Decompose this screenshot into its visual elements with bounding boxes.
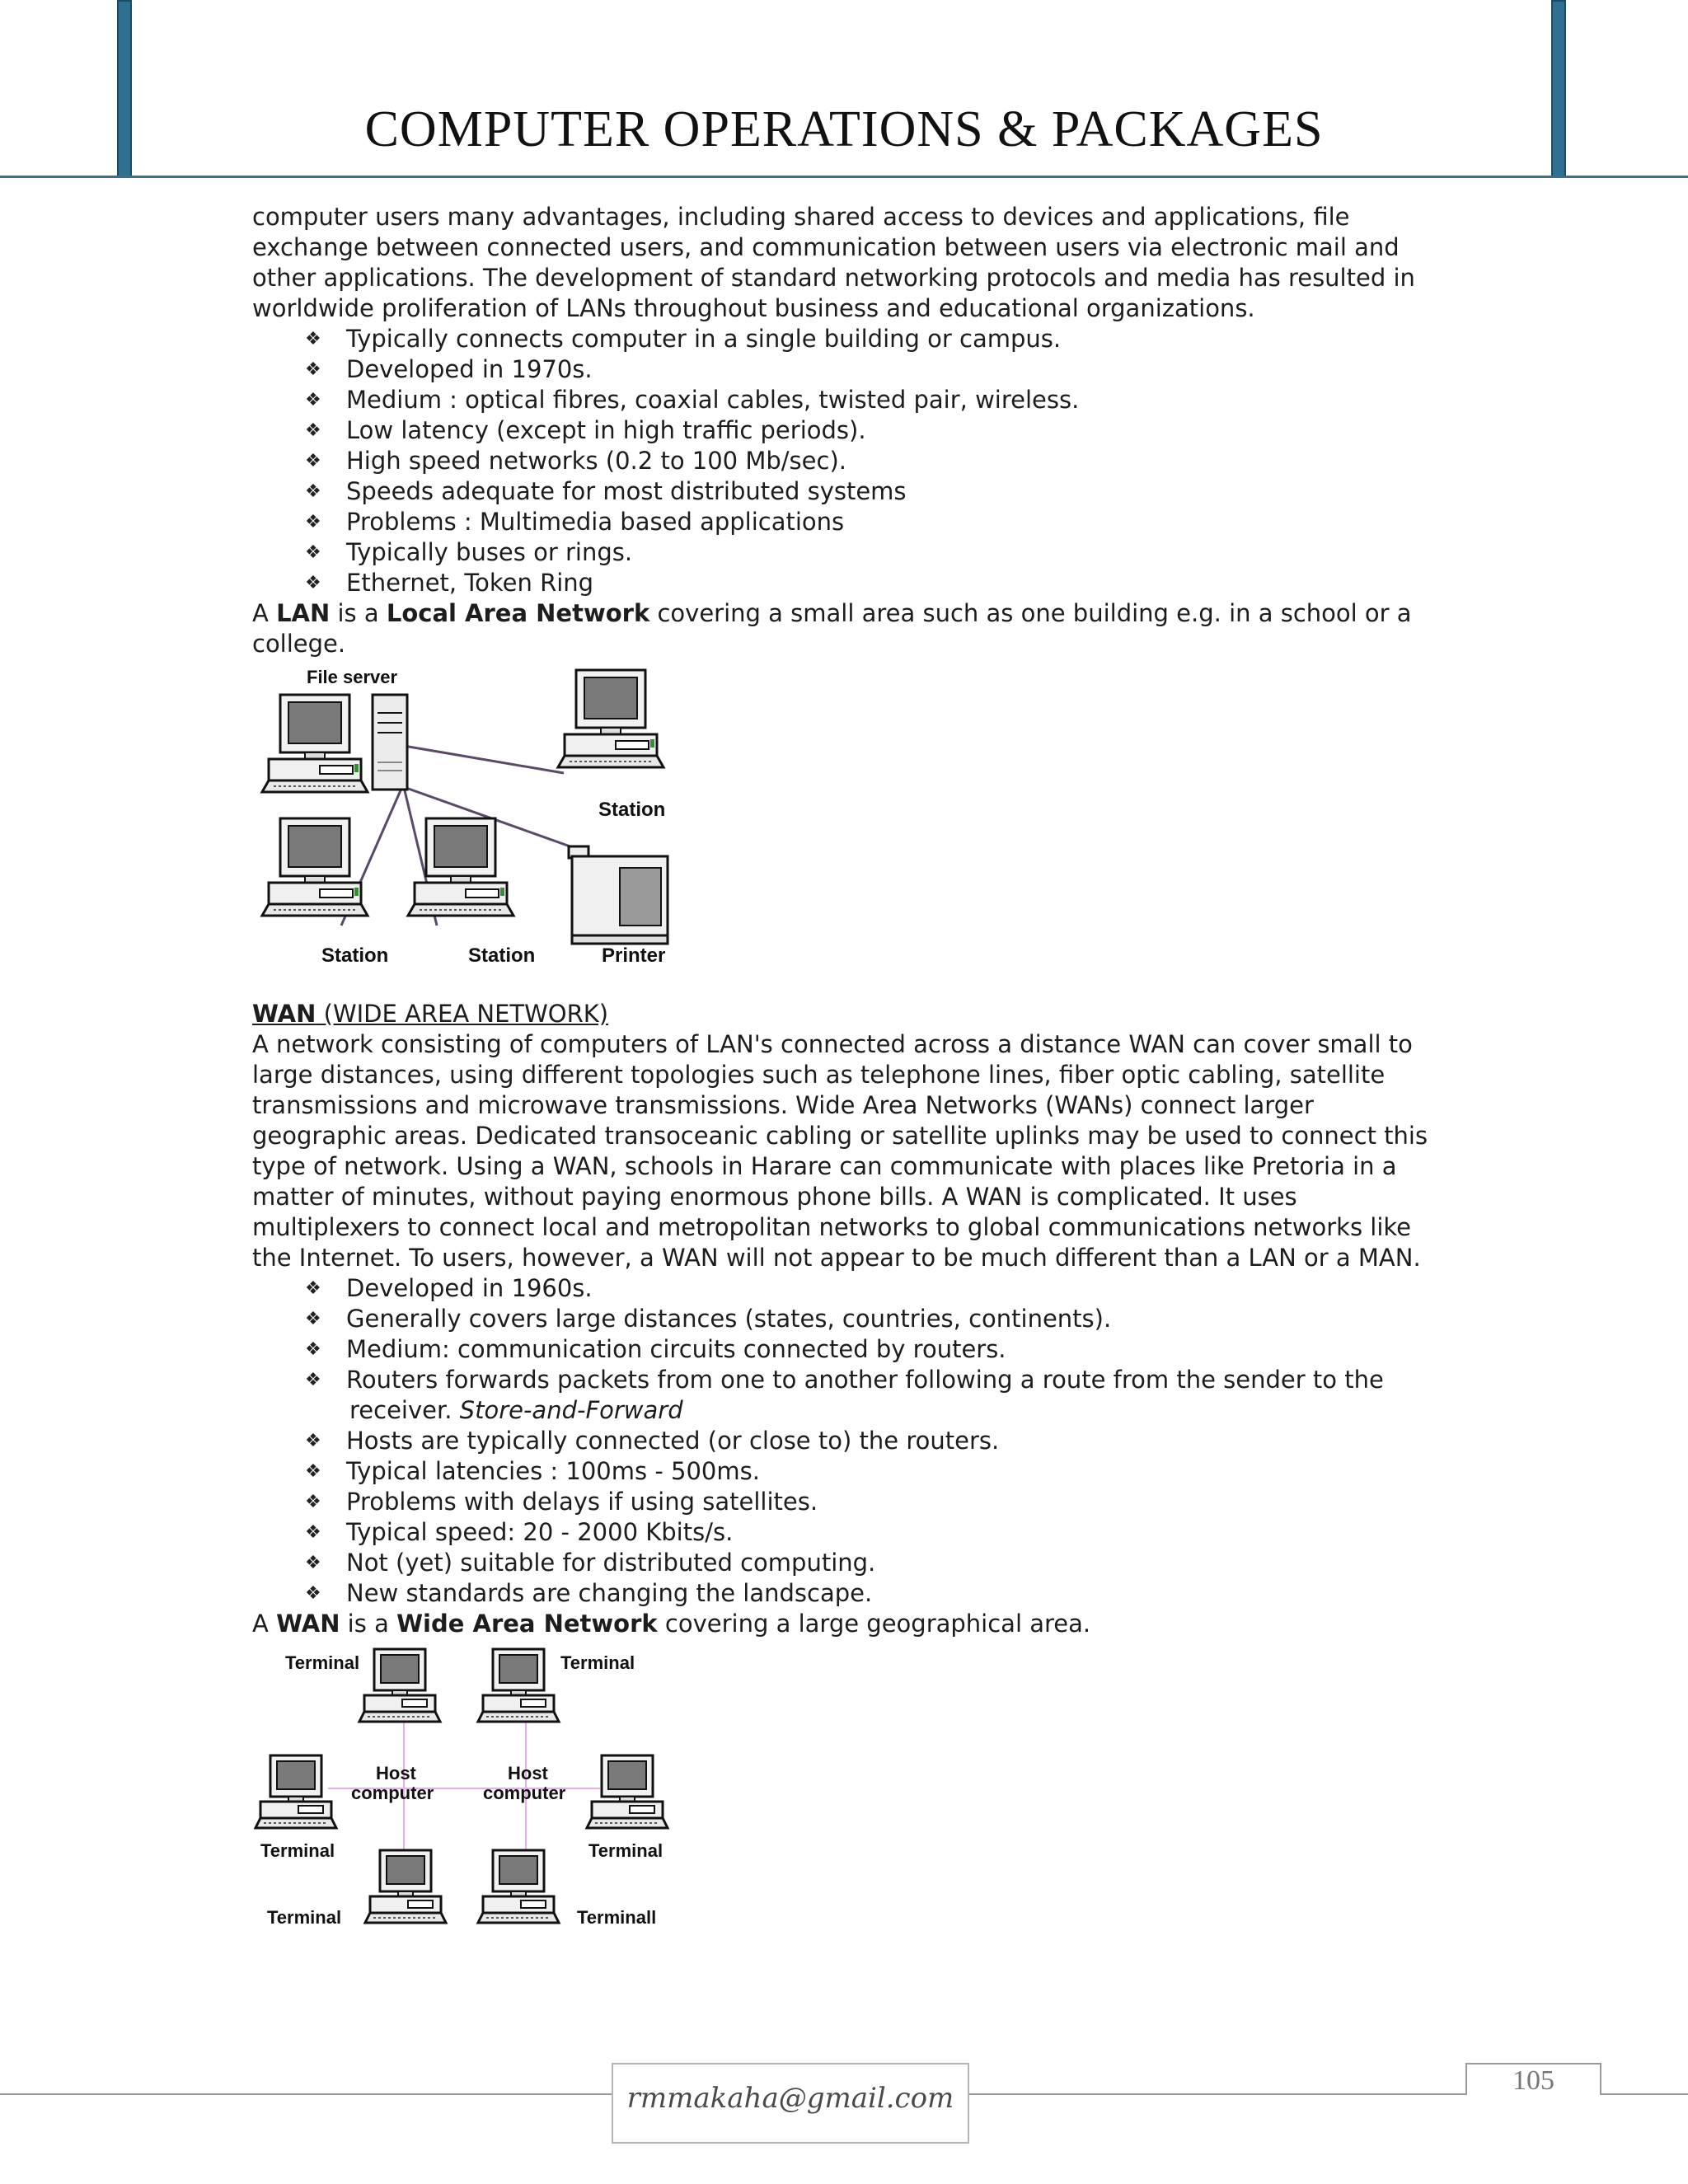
list-item: ❖ Problems : Multimedia based applications <box>305 508 845 536</box>
footer-line-right <box>1600 2093 1688 2095</box>
host-label: Host <box>508 1763 548 1783</box>
terminal-computer-icon <box>478 1649 559 1722</box>
host-label: computer <box>483 1783 566 1803</box>
diamond-bullet-icon: ❖ <box>305 542 321 563</box>
list-item: ❖ Generally covers large distances (states, countries, continents). <box>305 1305 1112 1333</box>
printer-icon <box>569 846 668 944</box>
terminal-computer-icon <box>478 1850 559 1923</box>
lan-term: LAN <box>276 599 331 627</box>
diamond-bullet-icon: ❖ <box>305 1278 321 1299</box>
list-item: ❖ Medium: communication circuits connected by routers. <box>305 1335 1006 1363</box>
wan-section <box>252 999 1439 1639</box>
list-item: ❖ Typical latencies : 100ms - 500ms. <box>305 1457 760 1485</box>
diamond-bullet-icon: ❖ <box>305 329 321 349</box>
station-computer-icon <box>558 670 663 767</box>
footer-email: rmmakaha@gmail.com <box>626 2082 954 2115</box>
lan-summary: A LAN is a Local Area Network covering a small area such as one building e.g. in a school or a college. <box>252 599 1412 658</box>
list-item: ❖ New standards are changing the landscape. <box>305 1579 873 1607</box>
list-item: ❖ High speed networks (0.2 to 100 Mb/sec). <box>305 447 846 475</box>
list-item: ❖ Hosts are typically connected (or close to) the routers. <box>305 1427 1000 1455</box>
list-item: ❖ Ethernet, Token Ring <box>305 569 594 597</box>
list-item: ❖ Developed in 1970s. <box>305 355 593 383</box>
terminal-label: Terminal <box>267 1907 342 1928</box>
station-label: Station <box>598 799 666 821</box>
lan-section <box>252 202 1439 659</box>
list-item: ❖ Problems with delays if using satellites. <box>305 1488 818 1516</box>
wan-bullet-list <box>252 1273 1439 1609</box>
diamond-bullet-icon: ❖ <box>305 1492 321 1512</box>
diamond-bullet-icon: ❖ <box>305 1431 321 1451</box>
wan-intro: A network consisting of computers of LAN's connected across a distance WAN can cover small to large distances, using different topologies such as telephone lines, fiber optic cabling, satellite transmissions and microwave transmissions. Wide Area Networks (WANs) connect larger geographic areas. Dedicated transoceanic cabling or satellite uplinks may be used to connect this type of network. Using a WAN, schools in Harare can communicate with places like Pretoria in a matter of minutes, without paying enormous phone bills. A WAN is complicated. It uses multiplexers to connect local and metropolitan networks to global communications networks like the Internet. To users, however, a WAN will not appear to be much different than a LAN or a MAN. <box>252 1030 1428 1272</box>
page-title: COMPUTER OPERATIONS & PACKAGES <box>364 101 1324 157</box>
list-item: ❖ Developed in 1960s. <box>305 1274 593 1302</box>
terminal-label: Terminall <box>577 1907 657 1928</box>
wan-full-name: Wide Area Network <box>396 1610 658 1638</box>
host-label: computer <box>351 1783 434 1803</box>
footer-line-left <box>0 2093 613 2095</box>
terminal-label: Terminal <box>260 1840 335 1861</box>
host-label: Host <box>376 1763 416 1783</box>
diamond-bullet-icon: ❖ <box>305 451 321 471</box>
diamond-bullet-icon: ❖ <box>305 1583 321 1604</box>
station-label: Station <box>321 944 389 967</box>
terminal-label: Terminal <box>588 1840 663 1861</box>
terminal-label: Terminal <box>285 1652 360 1673</box>
wan-term: WAN <box>276 1610 340 1638</box>
lan-diagram <box>257 663 679 975</box>
terminal-computer-icon <box>359 1649 440 1722</box>
list-item: ❖ Medium : optical fibres, coaxial cables, twisted pair, wireless. <box>305 386 1080 414</box>
page-number: 105 <box>1512 2065 1554 2096</box>
diamond-bullet-icon: ❖ <box>305 1370 321 1390</box>
terminal-label: Terminal <box>560 1652 635 1673</box>
list-item: ❖ Not (yet) suitable for distributed computing. <box>305 1549 876 1577</box>
station-computer-icon <box>262 818 368 916</box>
lan-full-name: Local Area Network <box>386 599 650 627</box>
lan-bullet-list <box>252 324 1439 598</box>
wan-summary: A WAN is a Wide Area Network covering a large geographical area. <box>252 1610 1091 1638</box>
wan-diagram <box>254 1644 682 1941</box>
terminal-computer-icon <box>587 1755 668 1828</box>
station-label: Station <box>468 944 536 967</box>
diamond-bullet-icon: ❖ <box>305 359 321 380</box>
list-item: ❖ Low latency (except in high traffic periods). <box>305 416 866 444</box>
file-server-icon <box>262 695 407 792</box>
diamond-bullet-icon: ❖ <box>305 1339 321 1360</box>
list-item: ❖ Routers forwards packets from one to another following a route from the sender to the receiver. Store-and-Forward <box>305 1366 1384 1424</box>
list-item: ❖ Typical speed: 20 - 2000 Kbits/s. <box>305 1518 734 1546</box>
diamond-bullet-icon: ❖ <box>305 1553 321 1573</box>
footer-line-middle <box>969 2093 1467 2095</box>
list-item: ❖ Typically connects computer in a single building or campus. <box>305 325 1062 353</box>
diamond-bullet-icon: ❖ <box>305 1309 321 1329</box>
wan-heading: WAN (WIDE AREA NETWORK) <box>252 1000 609 1028</box>
lan-intro: computer users many advantages, including shared access to devices and applications, file exchange between connected users, and communication between users via electronic mail and other applications. The development of standard networking protocols and media has resulted in worldwide proliferation of LANs throughout business and educational organizations. <box>252 203 1415 322</box>
list-item: ❖ Typically buses or rings. <box>305 538 633 566</box>
header-divider <box>0 176 1688 178</box>
diamond-bullet-icon: ❖ <box>305 512 321 532</box>
file-server-label: File server <box>307 667 398 687</box>
diamond-bullet-icon: ❖ <box>305 420 321 441</box>
diamond-bullet-icon: ❖ <box>305 573 321 593</box>
diamond-bullet-icon: ❖ <box>305 1522 321 1543</box>
diamond-bullet-icon: ❖ <box>305 1461 321 1482</box>
diamond-bullet-icon: ❖ <box>305 390 321 410</box>
terminal-computer-icon <box>256 1755 336 1828</box>
list-item: ❖ Speeds adequate for most distributed systems <box>305 477 907 505</box>
printer-label: Printer <box>602 944 666 967</box>
diamond-bullet-icon: ❖ <box>305 481 321 502</box>
terminal-computer-icon <box>365 1850 446 1923</box>
